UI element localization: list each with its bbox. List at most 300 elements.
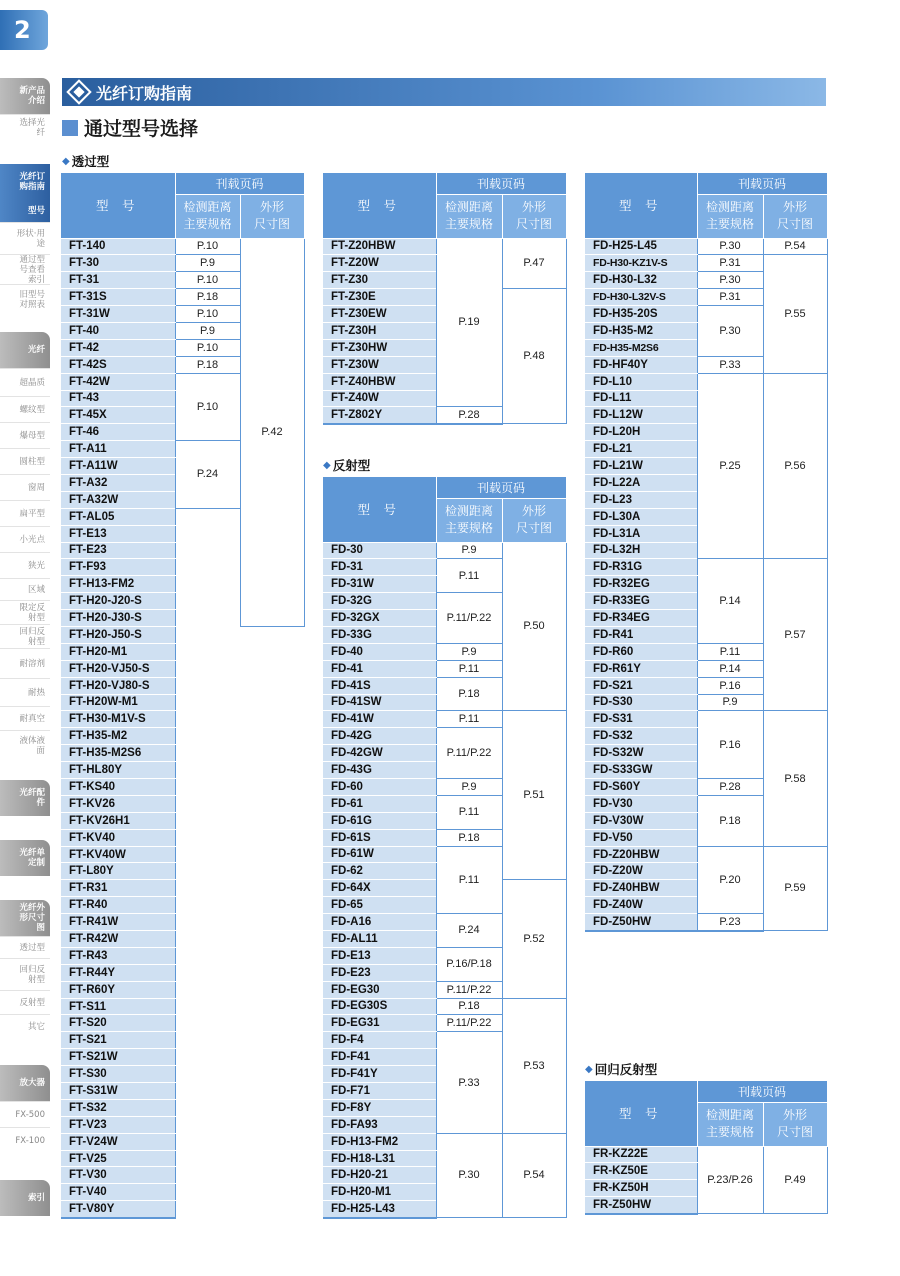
- header-model: 型 号: [585, 1081, 697, 1146]
- model-cell: FD-H25-L45: [585, 238, 697, 255]
- spec-page-cell: P.11/P.22: [436, 1015, 502, 1032]
- sidebar-item-26[interactable]: [0, 936, 50, 958]
- model-cell: FT-Z802Y: [323, 407, 436, 424]
- sidebar-item-label: FX-500: [15, 1109, 45, 1120]
- model-cell: FD-H30-L32: [585, 272, 697, 289]
- sidebar-item-17[interactable]: [0, 600, 50, 624]
- model-cell: FT-H20-VJ80-S: [61, 677, 175, 694]
- spec-page-cell: P.18: [697, 795, 763, 846]
- model-cell: FT-R43: [61, 947, 175, 964]
- subtitle-text: 通过型号选择: [84, 118, 199, 140]
- sidebar-item-label: 螺纹型: [19, 404, 45, 415]
- table-row: [323, 1133, 566, 1150]
- model-cell: FD-FA93: [323, 1116, 436, 1133]
- model-cell: FT-42: [61, 339, 175, 356]
- dimension-page-cell: P.55: [763, 255, 827, 373]
- table-row: [61, 762, 304, 779]
- sidebar-item-label: 光纤配件: [19, 788, 45, 808]
- sidebar-item-label: FX-100: [15, 1135, 45, 1146]
- model-cell: FT-KV40W: [61, 846, 175, 863]
- model-cell: FD-HF40Y: [585, 356, 697, 373]
- model-cell: FD-61G: [323, 812, 436, 829]
- model-cell: FT-H20-J20-S: [61, 593, 175, 610]
- model-cell: FT-140: [61, 238, 175, 255]
- model-cell: FT-S32: [61, 1099, 175, 1116]
- model-cell: FD-S32W: [585, 745, 697, 762]
- model-cell: FT-A11W: [61, 458, 175, 475]
- table-row: [61, 981, 304, 998]
- model-cell: FT-Z30E: [323, 289, 436, 306]
- dimension-page-cell: P.52: [502, 880, 566, 998]
- model-cell: FD-A16: [323, 914, 436, 931]
- table-row: [61, 1201, 304, 1218]
- spec-page-cell: P.11/P.22: [436, 981, 502, 998]
- model-cell: FT-KS40: [61, 779, 175, 796]
- sidebar-item-19[interactable]: [0, 648, 50, 678]
- model-cell: FT-R41W: [61, 914, 175, 931]
- model-cell: FD-30: [323, 542, 436, 559]
- table-row: [61, 779, 304, 796]
- table-row: [61, 998, 304, 1015]
- header-pages: 刊载页码: [697, 173, 827, 194]
- sidebar-item-label: 透过型: [19, 942, 45, 953]
- header-spec: 检测距离 主要规格: [697, 1102, 763, 1146]
- model-cell: FT-E23: [61, 542, 175, 559]
- model-cell: FD-43G: [323, 762, 436, 779]
- spec-page-cell: P.9: [175, 255, 240, 272]
- model-cell: FD-E13: [323, 947, 436, 964]
- table-row: [61, 1116, 304, 1133]
- sidebar-item-14[interactable]: [0, 526, 50, 552]
- sidebar-item-22[interactable]: [0, 730, 50, 760]
- sidebar-item-label: 回归反射型: [19, 964, 45, 985]
- model-cell: FT-42S: [61, 356, 175, 373]
- model-cell: FD-S33GW: [585, 762, 697, 779]
- model-cell: FT-H35-M2: [61, 728, 175, 745]
- spec-page-cell: P.20: [697, 846, 763, 914]
- model-cell: FD-61W: [323, 846, 436, 863]
- table-row: [61, 1099, 304, 1116]
- sidebar-item-20[interactable]: [0, 678, 50, 706]
- sidebar-item-24[interactable]: [0, 840, 50, 876]
- model-table: [323, 477, 567, 1219]
- model-cell: FD-L22A: [585, 474, 697, 491]
- sidebar-item-label: 回归反射型: [19, 626, 45, 647]
- sidebar-item-13[interactable]: [0, 500, 50, 526]
- spec-page-cell: P.23: [697, 914, 763, 931]
- spec-page-cell: P.18: [175, 289, 240, 306]
- sidebar-item-15[interactable]: [0, 552, 50, 578]
- model-cell: FD-L32H: [585, 542, 697, 559]
- sidebar-item-label: 区域: [27, 584, 45, 595]
- model-cell: FD-R41: [585, 626, 697, 643]
- header-model: 型 号: [323, 173, 436, 238]
- table-row: [61, 1184, 304, 1201]
- model-cell: FD-R31G: [585, 559, 697, 576]
- table-row: [61, 1083, 304, 1100]
- model-cell: FD-R60: [585, 643, 697, 660]
- model-cell: FT-R31: [61, 880, 175, 897]
- model-cell: FT-R42W: [61, 931, 175, 948]
- model-cell: FT-H20-J30-S: [61, 610, 175, 627]
- model-cell: FD-32G: [323, 593, 436, 610]
- model-cell: FD-64X: [323, 880, 436, 897]
- dimension-page-cell: P.54: [763, 238, 827, 255]
- model-cell: FD-EG30S: [323, 998, 436, 1015]
- model-cell: FD-65: [323, 897, 436, 914]
- table-row: [61, 846, 304, 863]
- sidebar-item-label: 其它: [27, 1021, 45, 1032]
- section-retroreflective: ◆ 回归反射型: [585, 1062, 658, 1077]
- sidebar-item-label: 索引: [27, 1193, 45, 1203]
- page-subtitle: [62, 114, 198, 141]
- model-cell: FD-31: [323, 559, 436, 576]
- spec-page-cell: P.9: [436, 643, 502, 660]
- model-cell: FT-Z20W: [323, 255, 436, 272]
- diamond-bullet-icon: ◆: [323, 459, 331, 471]
- model-cell: FT-A32W: [61, 491, 175, 508]
- sidebar-item-27[interactable]: [0, 958, 50, 990]
- model-cell: FD-Z40W: [585, 897, 697, 914]
- spec-page-cell: P.33: [697, 356, 763, 373]
- header-model: 型 号: [61, 173, 175, 238]
- sidebar-item-5[interactable]: [0, 254, 50, 284]
- model-cell: FD-61S: [323, 829, 436, 846]
- sidebar-item-label: 光纤外形尺寸图: [19, 903, 45, 933]
- model-cell: FD-F41Y: [323, 1066, 436, 1083]
- model-cell: FD-Z50HW: [585, 914, 697, 931]
- spec-page-cell: P.24: [175, 441, 240, 509]
- spec-page-cell: P.14: [697, 660, 763, 677]
- model-cell: FT-L80Y: [61, 863, 175, 880]
- model-cell: FD-S60Y: [585, 779, 697, 796]
- sidebar-item-9[interactable]: [0, 396, 50, 422]
- model-cell: FT-Z30EW: [323, 306, 436, 323]
- spec-page-cell: P.23/P.26: [697, 1146, 763, 1214]
- table-row: [323, 542, 566, 559]
- model-cell: FD-41S: [323, 677, 436, 694]
- model-cell: FT-45X: [61, 407, 175, 424]
- model-cell: FT-H20-J50-S: [61, 626, 175, 643]
- model-cell: FD-V30: [585, 795, 697, 812]
- model-cell: FD-L23: [585, 491, 697, 508]
- model-cell: FD-L30A: [585, 508, 697, 525]
- model-cell: FD-41SW: [323, 694, 436, 711]
- sidebar-item-18[interactable]: [0, 624, 50, 648]
- sidebar-item-label: 限定反射型: [19, 602, 45, 623]
- model-cell: FT-43: [61, 390, 175, 407]
- sidebar-item-label: 狭光: [27, 560, 45, 571]
- model-cell: FD-60: [323, 778, 436, 795]
- sidebar-item-label: 超晶质: [19, 377, 45, 388]
- sidebar-item-31[interactable]: [0, 1101, 50, 1127]
- sidebar-item-label: 通过型号查看索引: [19, 254, 45, 284]
- table-row: [61, 964, 304, 981]
- spec-page-cell: P.16: [697, 711, 763, 779]
- dimension-page-cell: P.56: [763, 373, 827, 559]
- sidebar-item-2[interactable]: [0, 164, 50, 200]
- model-cell: FD-Z40HBW: [585, 880, 697, 897]
- model-cell: FT-31W: [61, 306, 175, 323]
- header-pages: 刊载页码: [697, 1081, 827, 1102]
- sidebar-item-8[interactable]: [0, 368, 50, 396]
- model-cell: FT-42W: [61, 373, 175, 390]
- model-cell: FD-H35-M2: [585, 322, 697, 339]
- section-banner: [62, 78, 826, 106]
- model-cell: FD-E23: [323, 964, 436, 981]
- table-row: [323, 238, 566, 255]
- dimension-page-cell: P.50: [502, 542, 566, 711]
- sidebar-item-23[interactable]: [0, 780, 50, 816]
- spec-page-cell: P.30: [697, 272, 763, 289]
- model-table: [585, 173, 828, 932]
- model-cell: FD-AL11: [323, 930, 436, 947]
- model-cell: FD-F4: [323, 1032, 436, 1049]
- sidebar-item-28[interactable]: [0, 990, 50, 1014]
- model-cell: FD-L21: [585, 441, 697, 458]
- sidebar-item-25[interactable]: [0, 900, 50, 936]
- model-cell: FT-H30-M1V-S: [61, 711, 175, 728]
- sidebar-item-4[interactable]: [0, 222, 50, 254]
- model-cell: FT-Z40HBW: [323, 373, 436, 390]
- spec-page-cell: P.11: [697, 643, 763, 660]
- model-cell: FD-S21: [585, 677, 697, 694]
- model-cell: FD-R34EG: [585, 610, 697, 627]
- sidebar-item-32[interactable]: [0, 1127, 50, 1153]
- sidebar-item-label: 圆柱型: [19, 456, 45, 467]
- model-cell: FD-R33EG: [585, 593, 697, 610]
- table-row: [585, 846, 827, 863]
- sidebar-item-label: 旧型号对照表: [19, 289, 45, 310]
- sidebar-item-label: 反射型: [19, 997, 45, 1008]
- sidebar-item-label: 选择光纤: [19, 117, 45, 138]
- sidebar-item-label: 光纤订购指南: [19, 172, 45, 192]
- sidebar-item-label: 爆母型: [19, 430, 45, 441]
- table-row: [61, 795, 304, 812]
- sidebar-item-label: 形状·用途: [16, 228, 45, 249]
- table-row: [61, 1133, 304, 1150]
- dimension-page-cell: P.51: [502, 711, 566, 880]
- sidebar-item-33[interactable]: [0, 1180, 50, 1216]
- model-cell: FD-42G: [323, 728, 436, 745]
- model-cell: FT-V80Y: [61, 1201, 175, 1218]
- header-pages: 刊载页码: [436, 477, 566, 498]
- model-cell: FT-40: [61, 322, 175, 339]
- spec-page-cell: P.28: [697, 779, 763, 796]
- sidebar-item-11[interactable]: [0, 448, 50, 474]
- table-row: [585, 238, 827, 255]
- model-cell: FD-L12W: [585, 407, 697, 424]
- section-reflective: ◆ 反射型: [323, 458, 371, 473]
- table-row: [585, 1146, 827, 1163]
- model-cell: FT-H20-M1: [61, 643, 175, 660]
- model-cell: FT-E13: [61, 525, 175, 542]
- model-table: [585, 1081, 828, 1215]
- model-cell: FT-V23: [61, 1116, 175, 1133]
- sidebar-item-12[interactable]: [0, 474, 50, 500]
- header-dimension: 外形 尺寸图: [763, 1102, 827, 1146]
- spec-page-cell: P.10: [175, 339, 240, 356]
- header-model: 型 号: [585, 173, 697, 238]
- header-pages: 刊载页码: [436, 173, 566, 194]
- model-cell: FD-EG31: [323, 1015, 436, 1032]
- model-cell: FT-R60Y: [61, 981, 175, 998]
- model-cell: FD-62: [323, 863, 436, 880]
- spec-page-cell: P.10: [175, 272, 240, 289]
- model-cell: FT-Z30HW: [323, 339, 436, 356]
- sidebar-item-label: 小光点: [19, 534, 45, 545]
- spec-page-cell: P.18: [175, 356, 240, 373]
- model-table: [323, 173, 567, 425]
- model-cell: FT-Z30H: [323, 322, 436, 339]
- sidebar-item-label: 耐热: [27, 687, 45, 698]
- model-cell: FD-32GX: [323, 610, 436, 627]
- model-cell: FD-L21W: [585, 458, 697, 475]
- table-row: [585, 255, 827, 272]
- sidebar-item-label: 耐溶剂: [19, 658, 45, 669]
- table-row: [585, 711, 827, 728]
- spec-page-cell: P.28: [436, 407, 502, 424]
- spec-page-cell: P.10: [175, 373, 240, 441]
- model-cell: FD-R32EG: [585, 576, 697, 593]
- square-bullet-icon: [62, 120, 78, 136]
- model-cell: FD-H30-L32V-S: [585, 289, 697, 306]
- spec-page-cell: P.30: [697, 238, 763, 255]
- table-row: [61, 694, 304, 711]
- table-row: [61, 931, 304, 948]
- model-cell: FT-H20-VJ50-S: [61, 660, 175, 677]
- model-cell: FT-KV26: [61, 795, 175, 812]
- table-row: [323, 711, 566, 728]
- spec-page-cell: P.19: [436, 238, 502, 407]
- spec-page-cell: P.9: [436, 542, 502, 559]
- model-cell: FT-H35-M2S6: [61, 745, 175, 762]
- model-cell: FD-R61Y: [585, 660, 697, 677]
- model-cell: FD-H20-21: [323, 1167, 436, 1184]
- model-cell: FT-S21W: [61, 1049, 175, 1066]
- model-cell: FR-KZ22E: [585, 1146, 697, 1163]
- model-cell: FT-V24W: [61, 1133, 175, 1150]
- table-row: [61, 626, 304, 643]
- sidebar-item-label: 液体液面: [19, 735, 45, 756]
- model-cell: FD-EG30: [323, 981, 436, 998]
- model-cell: FT-30: [61, 255, 175, 272]
- model-cell: FD-H35-M2S6: [585, 339, 697, 356]
- table-row: [61, 863, 304, 880]
- model-cell: FD-H25-L43: [323, 1201, 436, 1218]
- spec-page-cell: P.11: [436, 660, 502, 677]
- spec-page-cell: P.30: [436, 1133, 502, 1217]
- spec-page-cell: P.11: [436, 846, 502, 914]
- header-dimension: 外形 尺寸图: [763, 194, 827, 238]
- sidebar-item-1[interactable]: [0, 114, 50, 140]
- spec-page-cell: P.31: [697, 255, 763, 272]
- spec-page-cell: P.31: [697, 289, 763, 306]
- model-cell: FT-A11: [61, 441, 175, 458]
- sidebar-item-3[interactable]: [0, 200, 50, 222]
- model-cell: FD-40: [323, 643, 436, 660]
- spec-page-cell: P.11: [436, 559, 502, 593]
- table-row: [61, 1066, 304, 1083]
- model-table: [61, 173, 305, 1219]
- table-row: [61, 1032, 304, 1049]
- model-cell: FD-31W: [323, 576, 436, 593]
- spec-page-cell: P.14: [697, 559, 763, 643]
- model-cell: FT-Z20HBW: [323, 238, 436, 255]
- model-cell: FT-A32: [61, 474, 175, 491]
- table-row: [61, 1049, 304, 1066]
- model-cell: FT-KV26H1: [61, 812, 175, 829]
- page-number: 2: [0, 10, 48, 50]
- sidebar-item-6[interactable]: [0, 284, 50, 314]
- table-row: [61, 947, 304, 964]
- header-spec: 检测距离 主要规格: [175, 194, 240, 238]
- sidebar-item-0[interactable]: [0, 78, 50, 114]
- sidebar-item-29[interactable]: [0, 1014, 50, 1038]
- banner-title: 光纤订购指南: [96, 83, 193, 103]
- model-cell: FD-H30-KZ1V-S: [585, 255, 697, 272]
- spec-page-cell: P.11/P.22: [436, 593, 502, 644]
- sidebar-item-7[interactable]: [0, 332, 50, 368]
- table-row: [585, 373, 827, 390]
- model-cell: FD-41W: [323, 711, 436, 728]
- table-row: [61, 829, 304, 846]
- table-row: [61, 880, 304, 897]
- table-row: [61, 677, 304, 694]
- dimension-page-cell: P.58: [763, 711, 827, 846]
- model-cell: FD-H13-FM2: [323, 1133, 436, 1150]
- model-cell: FD-S32: [585, 728, 697, 745]
- model-cell: FD-H35-20S: [585, 306, 697, 323]
- table-row: [61, 812, 304, 829]
- dimension-page-cell: P.48: [502, 289, 566, 424]
- spec-page-cell: P.11: [436, 795, 502, 829]
- model-cell: FT-S31W: [61, 1083, 175, 1100]
- model-cell: FT-H13-FM2: [61, 576, 175, 593]
- spec-page-cell: P.10: [175, 238, 240, 255]
- diamond-bullet-icon: ◆: [62, 155, 70, 167]
- table-row: [61, 1167, 304, 1184]
- table-row: [61, 711, 304, 728]
- sidebar-item-21[interactable]: [0, 706, 50, 730]
- model-cell: FT-S30: [61, 1066, 175, 1083]
- dimension-page-cell: P.47: [502, 238, 566, 289]
- model-cell: FT-V30: [61, 1167, 175, 1184]
- dimension-page-cell: P.54: [502, 1133, 566, 1217]
- sidebar-item-16[interactable]: [0, 578, 50, 600]
- spec-page-cell: P.16: [697, 677, 763, 694]
- header-spec: 检测距离 主要规格: [697, 194, 763, 238]
- spec-page-cell: P.9: [436, 778, 502, 795]
- sidebar-item-label: 窗周: [27, 482, 45, 493]
- sidebar-item-30[interactable]: [0, 1065, 50, 1101]
- model-cell: FD-V50: [585, 829, 697, 846]
- sidebar-item-10[interactable]: [0, 422, 50, 448]
- table-row: [61, 1150, 304, 1167]
- spec-page-cell: P.25: [697, 373, 763, 559]
- sidebar-item-label: 型号: [27, 206, 45, 216]
- model-cell: FT-KV40: [61, 829, 175, 846]
- model-cell: FR-KZ50E: [585, 1163, 697, 1180]
- dimension-page-cell: P.53: [502, 998, 566, 1133]
- spec-page-cell: P.16/P.18: [436, 947, 502, 981]
- spec-page-cell: P.18: [436, 677, 502, 711]
- model-cell: FD-H20-M1: [323, 1184, 436, 1201]
- sidebar-item-label: 光纤: [27, 345, 45, 355]
- model-cell: FR-KZ50H: [585, 1180, 697, 1197]
- table-row: [61, 897, 304, 914]
- model-cell: FD-Z20W: [585, 863, 697, 880]
